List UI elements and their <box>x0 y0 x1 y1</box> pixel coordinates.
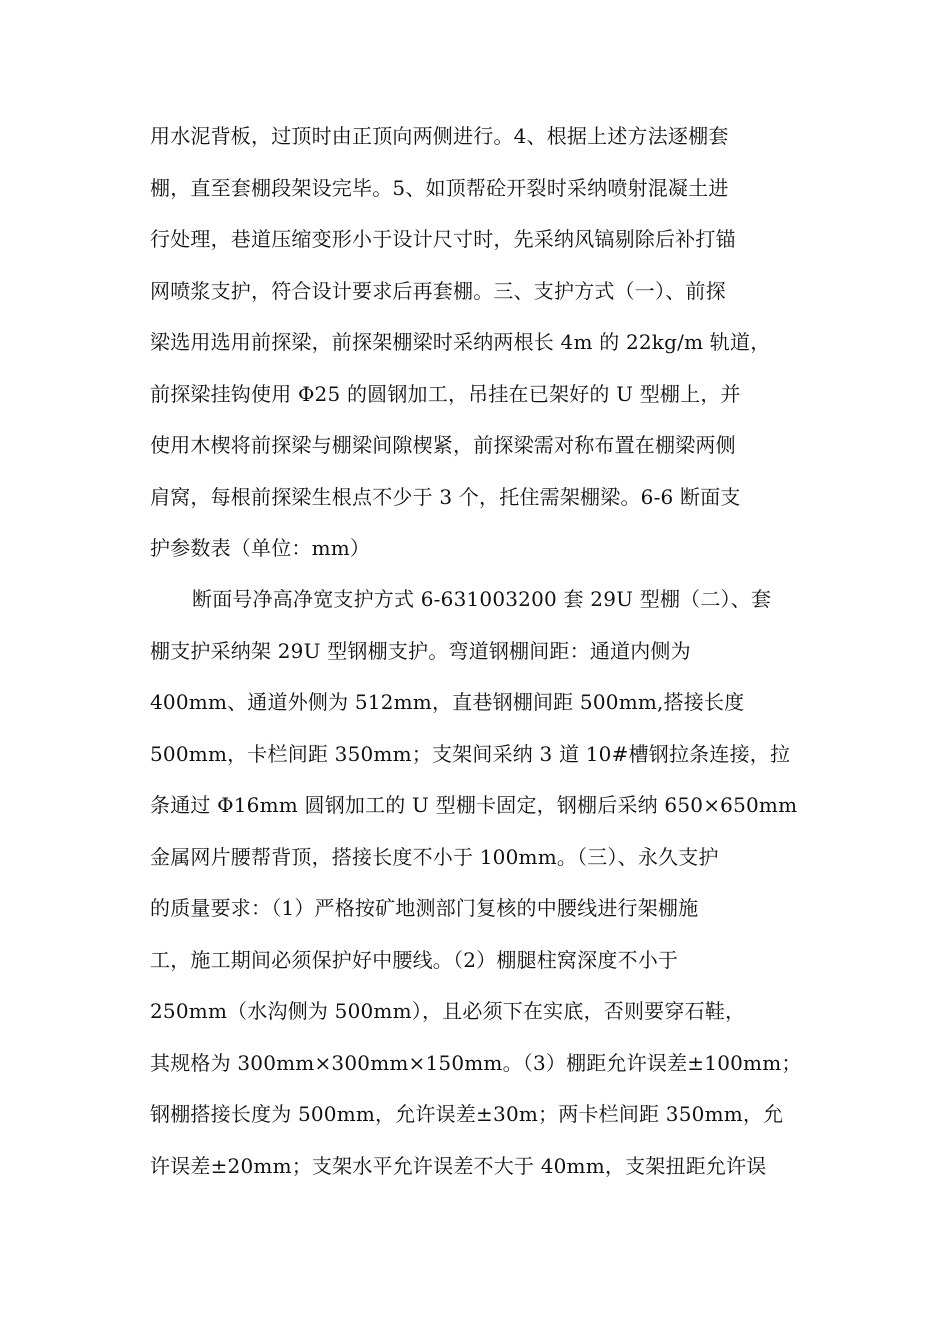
text-line: 使用木楔将前探梁与棚梁间隙楔紧，前探梁需对称布置在棚梁两侧 <box>150 433 736 457</box>
text-line: 条通过 Φ16mm 圆钢加工的 U 型棚卡固定，钢棚后采纳 650×650mm <box>150 793 798 817</box>
paragraph-2 <box>150 574 802 1192</box>
text-line: 其规格为 300mm×300mm×150mm。（3）棚距允许误差±100mm； <box>150 1050 802 1075</box>
text-line: 许误差±20mm；支架水平允许误差不大于 40mm，支架扭距允许误 <box>150 1153 767 1178</box>
text-line: 棚，直至套棚段架设完毕。5、如顶帮砼开裂时采纳喷射混凝土进 <box>150 175 729 200</box>
text-line: 用水泥背板，过顶时由正顶向两侧进行。4、根据上述方法逐棚套 <box>150 124 729 148</box>
text-line: 金属网片腰帮背顶，搭接长度不小于 100mm。（三）、永久支护 <box>150 844 719 869</box>
text-line: 钢棚搭接长度为 500mm，允许误差±30m；两卡栏间距 350mm，允 <box>150 1102 784 1126</box>
paragraph-1 <box>150 111 802 575</box>
text-line: 500mm，卡栏间距 350mm；支架间采纳 3 道 10#槽钢拉条连接，拉 <box>150 741 791 766</box>
text-line: 400mm、通道外侧为 512mm，直巷钢棚间距 500mm,搭接长度 <box>150 690 745 714</box>
text-line: 网喷浆支护，符合设计要求后再套棚。三、支护方式（一）、前探 <box>150 278 726 303</box>
text-line: 护参数表（单位：mm） <box>150 536 371 560</box>
text-line: 棚支护采纳架 29U 型钢棚支护。弯道钢棚间距：通道内侧为 <box>150 638 691 663</box>
text-line: 的质量要求：（1）严格按矿地测部门复核的中腰线进行架棚施 <box>150 896 699 920</box>
text-line: 工，施工期间必须保护好中腰线。（2）棚腿柱窝深度不小于 <box>150 947 679 972</box>
text-line: 行处理，巷道压缩变形小于设计尺寸时，先采纳风镐剔除后补打锚 <box>150 227 736 251</box>
text-line: 肩窝，每根前探梁生根点不少于 3 个，托住需架棚梁。6-6 断面支 <box>150 484 741 509</box>
text-line: 梁选用选用前探梁，前探架棚梁时采纳两根长 4m 的 22kg/m 轨道， <box>150 330 771 354</box>
text-line: 前探梁挂钩使用 Φ25 的圆钢加工，吊挂在已架好的 U 型棚上，并 <box>150 381 741 406</box>
text-line: 250mm（水沟侧为 500mm），且必须下在实底，否则要穿石鞋， <box>150 999 746 1023</box>
text-line: 断面号净高净宽支护方式 6-631003200 套 29U 型棚（二）、套 <box>192 587 772 611</box>
